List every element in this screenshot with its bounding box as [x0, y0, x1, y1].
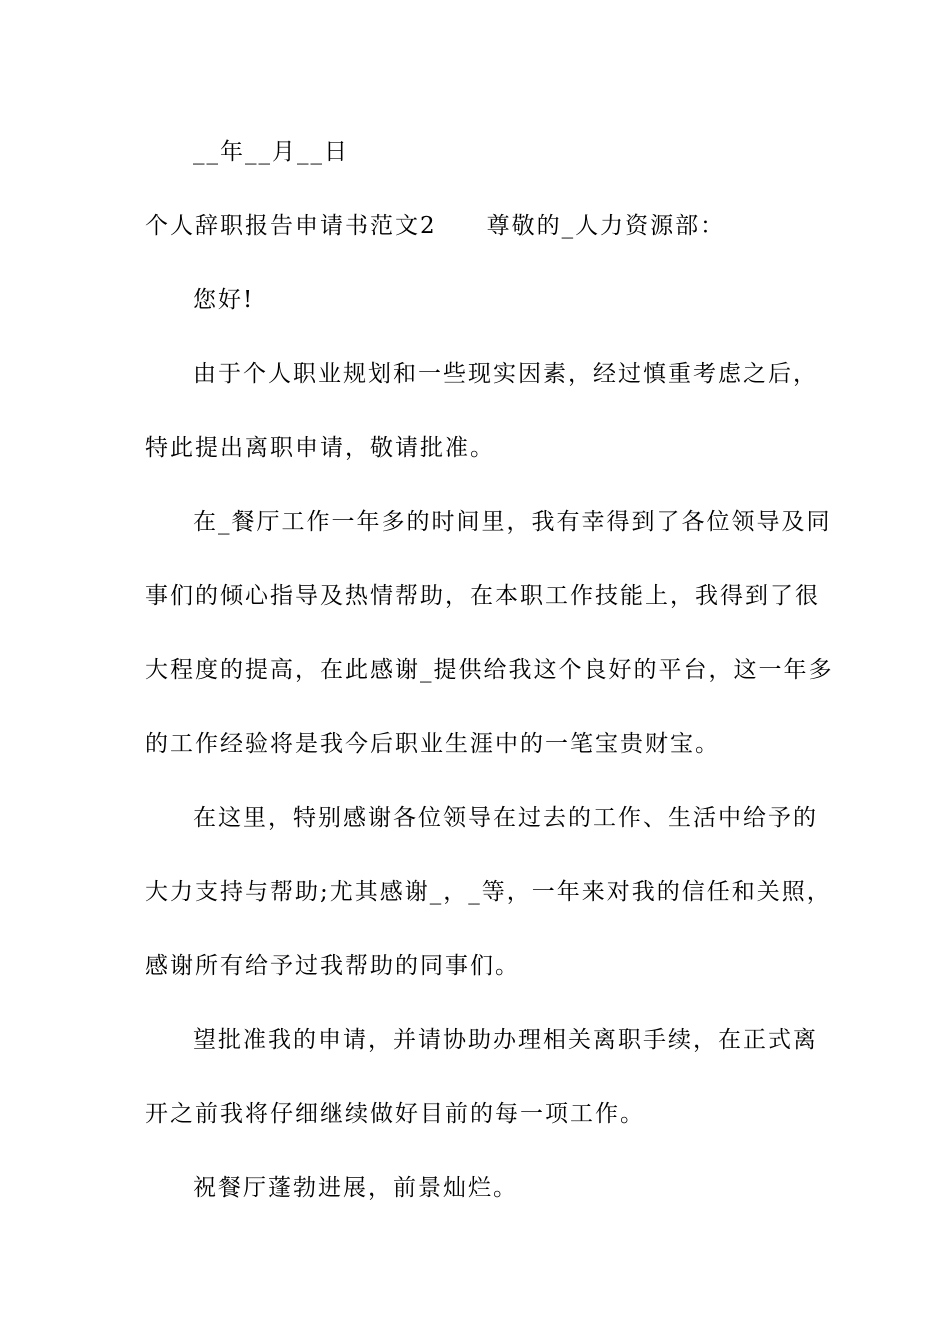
paragraph-line: 特此提出离职申请，敬请批准。: [145, 435, 495, 461]
paragraph-line: 在这里，特别感谢各位领导在过去的工作、生活中给予的: [193, 805, 818, 831]
closing-line: 祝餐厅蓬勃进展，前景灿烂。: [193, 1175, 518, 1201]
paragraph-line: 事们的倾心指导及热情帮助，在本职工作技能上，我得到了很: [145, 583, 820, 609]
paragraph-line: 大程度的提高，在此感谢_提供给我这个良好的平台，这一年多: [145, 657, 834, 683]
paragraph-line: 的工作经验将是我今后职业生涯中的一笔宝贵财宝。: [145, 731, 720, 757]
paragraph-line: 感谢所有给予过我帮助的同事们。: [145, 953, 520, 979]
paragraph-line: 在_餐厅工作一年多的时间里，我有幸得到了各位领导及同: [193, 509, 832, 535]
paragraph-line: 大力支持与帮助;尤其感谢_，_等，一年来对我的信任和关照，: [145, 879, 832, 905]
paragraph-line: 望批准我的申请，并请协助办理相关离职手续，在正式离: [193, 1027, 818, 1053]
paragraph-line: 开之前我将仔细继续做好目前的每一项工作。: [145, 1101, 645, 1127]
date-line: __年__月__日: [193, 139, 349, 165]
heading-line: 个人辞职报告申请书范文2 尊敬的_人力资源部：: [145, 213, 726, 239]
paragraph-line: 由于个人职业规划和一些现实因素，经过慎重考虑之后，: [193, 361, 818, 387]
greeting: 您好!: [193, 287, 255, 313]
